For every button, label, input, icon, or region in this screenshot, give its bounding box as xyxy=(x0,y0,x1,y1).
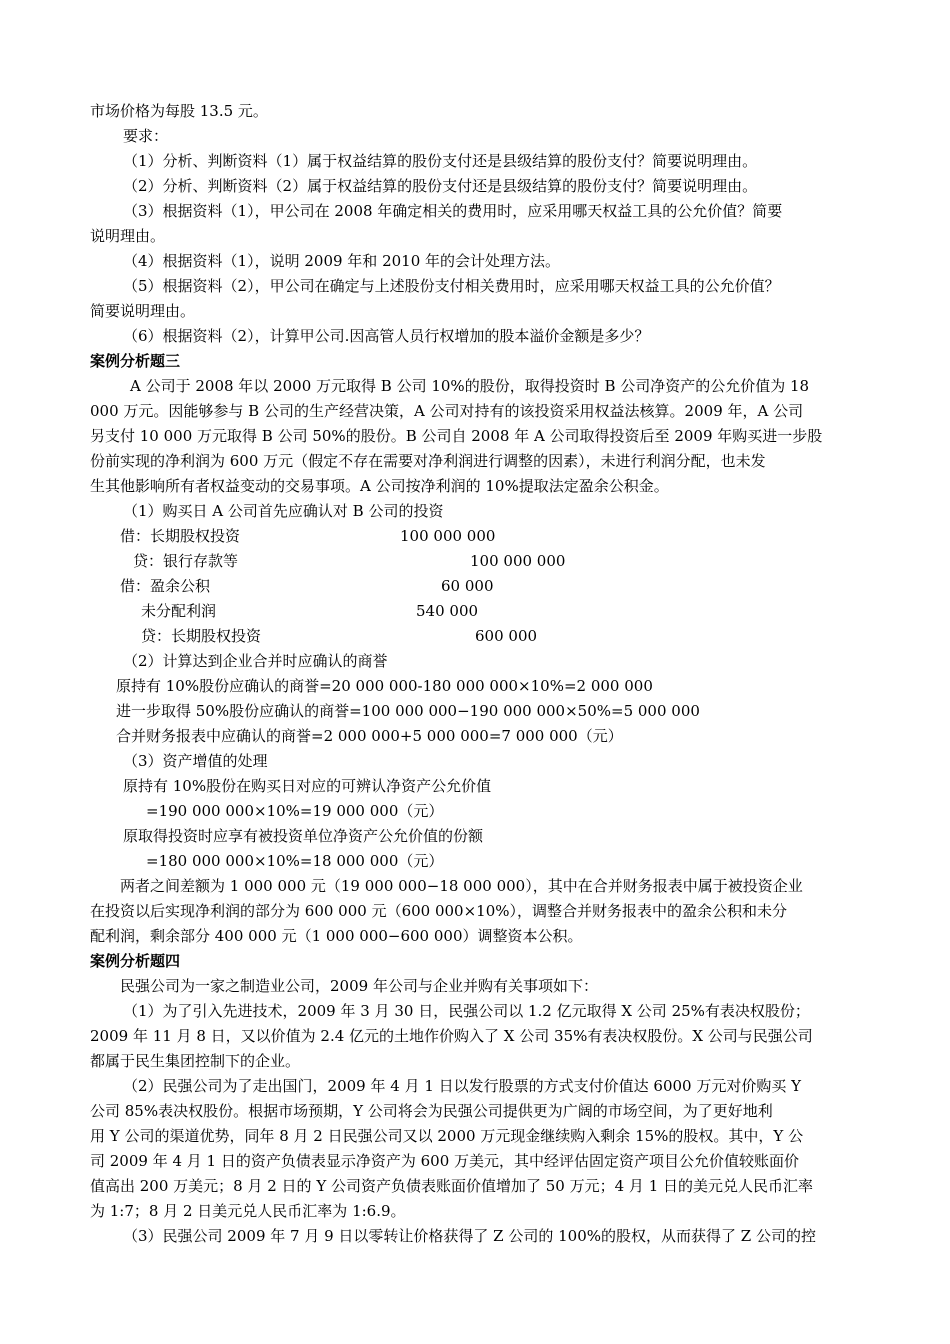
case-4-intro: 民强公司为一家之制造业公司，2009 年公司与企业并购有关事项如下： xyxy=(120,977,598,995)
item-3-line: （3）民强公司 2009 年 7 月 9 日以零转让价格获得了 Z 公司的 100%的股权，从而获得了 Z 公司的控 xyxy=(123,1227,816,1245)
item-2-line: 公司 85%表决权股份。根据市场预期，Y 公司将会为民强公司提供更为广阔的市场空间，为了更好地利 xyxy=(90,1102,773,1120)
case-3-heading: 案例分析题三 xyxy=(90,352,181,370)
goodwill-line: 进一步取得 50%股份应确认的商誉=100 000 000−190 000 000×50%=5 000 000 xyxy=(116,702,700,720)
difference-paragraph-line: 在投资以后实现净利润的部分为 600 000 元（600 000×10%），调整合并财务报表中的盈余公积和未分 xyxy=(90,902,788,920)
journal-entry-amount: 540 000 xyxy=(416,602,479,620)
item-2-line: 用 Y 公司的渠道优势，同年 8 月 2 日民强公司又以 2000 万元现金继续购入剩余 15%的股权。其中，Y 公 xyxy=(90,1127,804,1145)
step-2-heading: （2）计算达到企业合并时应确认的商誉 xyxy=(123,652,388,670)
journal-entry-label: 贷：长期股权投资 xyxy=(141,627,262,645)
item-2-line: 司 2009 年 4 月 1 日的资产负债表显示净资产为 600 万美元，其中经评估固定资产项目公允价值较账面价 xyxy=(90,1152,800,1170)
item-1-line: 2009 年 11 月 8 日，又以价值为 2.4 亿元的土地作价购入了 X 公司 35%有表决权股份。X 公司与民强公司 xyxy=(90,1027,813,1045)
case-3-paragraph-line: 份前实现的净利润为 600 万元（假定不存在需要对净利润进行调整的因素），未进行利润分配，也未发 xyxy=(90,452,766,470)
question-1: （1）分析、判断资料（1）属于权益结算的股份支付还是县级结算的股份支付？简要说明理由。 xyxy=(123,152,758,170)
question-6: （6）根据资料（2），计算甲公司.因高管人员行权增加的股本溢价金额是多少？ xyxy=(123,327,650,345)
journal-entry-label: 贷：银行存款等 xyxy=(133,552,239,570)
asset-value-line: 原持有 10%股份在购买日对应的可辨认净资产公允价值 xyxy=(123,777,492,795)
case-3-paragraph-line: A 公司于 2008 年以 2000 万元取得 B 公司 10%的股份，取得投资时 B 公司净资产的公允价值为 18 xyxy=(130,377,810,395)
goodwill-line: 合并财务报表中应确认的商誉=2 000 000+5 000 000=7 000 000（元） xyxy=(116,727,623,745)
question-3-line-1: （3）根据资料（1），甲公司在 2008 年确定相关的费用时，应采用哪天权益工具的公允价值？简要 xyxy=(123,202,783,220)
question-5-line-2: 简要说明理由。 xyxy=(90,302,196,320)
question-4: （4）根据资料（1），说明 2009 年和 2010 年的会计处理方法。 xyxy=(123,252,561,270)
item-2-line: （2）民强公司为了走出国门，2009 年 4 月 1 日以发行股票的方式支付价值达 6000 万元对价购买 Y xyxy=(123,1077,802,1095)
journal-entry-label: 借：盈余公积 xyxy=(120,577,211,595)
journal-entry-amount: 100 000 000 xyxy=(470,552,566,570)
item-2-line: 为 1:7；8 月 2 日美元兑人民币汇率为 1:6.9。 xyxy=(90,1202,406,1220)
case-3-paragraph-line: 000 万元。因能够参与 B 公司的生产经营决策，A 公司对持有的该投资采用权益法核算。2009 年，A 公司 xyxy=(90,402,804,420)
journal-entry-amount: 60 000 xyxy=(441,577,494,595)
case-4-heading: 案例分析题四 xyxy=(90,952,181,970)
asset-value-line: 原取得投资时应享有被投资单位净资产公允价值的份额 xyxy=(123,827,484,845)
journal-entry-amount: 100 000 000 xyxy=(400,527,496,545)
asset-value-line: =190 000 000×10%=19 000 000（元） xyxy=(146,802,444,820)
requirements-title: 要求： xyxy=(123,127,169,145)
item-1-line: （1）为了引入先进技术，2009 年 3 月 30 日，民强公司以 1.2 亿元取得 X 公司 25%有表决权股份； xyxy=(123,1002,810,1020)
difference-paragraph-line: 配利润，剩余部分 400 000 元（1 000 000−600 000）调整资本公积。 xyxy=(90,927,583,945)
step-1-heading: （1）购买日 A 公司首先应确认对 B 公司的投资 xyxy=(123,502,444,520)
step-3-heading: （3）资产增值的处理 xyxy=(123,752,268,770)
difference-paragraph-line: 两者之间差额为 1 000 000 元（19 000 000−18 000 000），其中在合并财务报表中属于被投资企业 xyxy=(120,877,803,895)
item-2-line: 值高出 200 万美元；8 月 2 日的 Y 公司资产负债表账面价值增加了 50 万元；4 月 1 日的美元兑人民币汇率 xyxy=(90,1177,814,1195)
journal-entry-label: 借：长期股权投资 xyxy=(120,527,241,545)
item-1-line: 都属于民生集团控制下的企业。 xyxy=(90,1052,301,1070)
journal-entry-label: 未分配利润 xyxy=(141,602,217,620)
question-3-line-2: 说明理由。 xyxy=(90,227,166,245)
case-3-paragraph-line: 另支付 10 000 万元取得 B 公司 50%的股份。B 公司自 2008 年 A 公司取得投资后至 2009 年购买进一步股 xyxy=(90,427,823,445)
journal-entry-amount: 600 000 xyxy=(475,627,538,645)
case-3-paragraph-line: 生其他影响所有者权益变动的交易事项。A 公司按净利润的 10%提取法定盈余公积金。 xyxy=(90,477,669,495)
question-2: （2）分析、判断资料（2）属于权益结算的股份支付还是县级结算的股份支付？简要说明理由。 xyxy=(123,177,758,195)
asset-value-line: =180 000 000×10%=18 000 000（元） xyxy=(146,852,444,870)
goodwill-line: 原持有 10%股份应确认的商誉=20 000 000-180 000 000×10%=2 000 000 xyxy=(116,677,653,695)
continuation-line: 市场价格为每股 13.5 元。 xyxy=(90,102,268,120)
question-5-line-1: （5）根据资料（2），甲公司在确定与上述股份支付相关费用时，应采用哪天权益工具的公允价值？ xyxy=(123,277,780,295)
